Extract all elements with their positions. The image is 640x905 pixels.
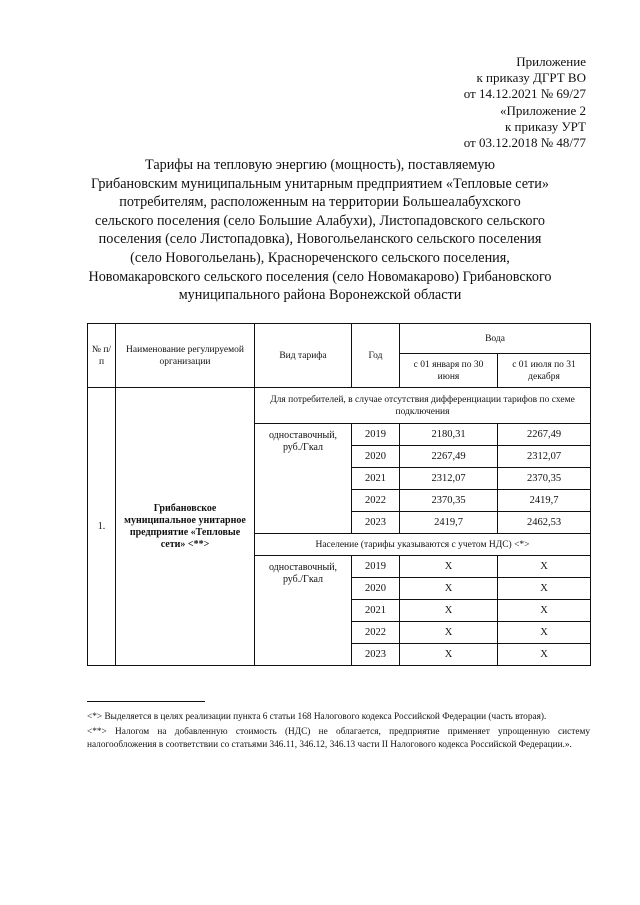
tariff-value-second-half: 2370,35 bbox=[498, 468, 591, 490]
tariff-value-second-half: Х bbox=[498, 578, 591, 600]
tariff-table bbox=[87, 323, 591, 666]
row-number: 1. bbox=[88, 388, 116, 666]
tariff-value-second-half: Х bbox=[498, 600, 591, 622]
year-cell: 2019 bbox=[352, 556, 400, 578]
year-cell: 2019 bbox=[352, 424, 400, 446]
tariff-value-second-half: Х bbox=[498, 644, 591, 666]
tariff-value-first-half: Х bbox=[400, 600, 498, 622]
tariff-value-second-half: 2312,07 bbox=[498, 446, 591, 468]
title-line: муниципального района Воронежской области bbox=[178, 287, 462, 304]
header-water: Вода bbox=[400, 324, 591, 354]
title-line: (село Новогольелань), Краснореченского сельского поселения, bbox=[130, 249, 510, 266]
title-line: сельского поселения (село Большие Алабухи), Листопадовского сельского bbox=[94, 212, 546, 229]
tariff-value-first-half: Х bbox=[400, 622, 498, 644]
header-period-first: с 01 января по 30 июня bbox=[400, 354, 498, 388]
section-title: Для потребителей, в случае отсутствия дифференциации тарифов по схеме подключения bbox=[255, 388, 591, 424]
appendix-order-date: от 14.12.2021 № 69/27 bbox=[463, 86, 586, 101]
appendix-label: «Приложение 2 bbox=[499, 103, 586, 118]
appendix-label: Приложение bbox=[516, 54, 586, 69]
document-title bbox=[70, 156, 570, 305]
appendix-reference-original bbox=[464, 103, 586, 151]
header-organization: Наименование регулируемой организации bbox=[116, 324, 255, 388]
header-number: № п/п bbox=[88, 324, 116, 388]
year-cell: 2022 bbox=[352, 622, 400, 644]
tariff-value-second-half: 2462,53 bbox=[498, 512, 591, 534]
organization-name: Грибановское муниципальное унитарное предприятие «Тепловые сети» <**> bbox=[116, 388, 255, 666]
tariff-value-second-half: 2267,49 bbox=[498, 424, 591, 446]
tariff-value-first-half: 2267,49 bbox=[400, 446, 498, 468]
year-cell: 2021 bbox=[352, 600, 400, 622]
tariff-value-second-half: Х bbox=[498, 556, 591, 578]
year-cell: 2020 bbox=[352, 578, 400, 600]
header-period-second: с 01 июля по 31 декабря bbox=[498, 354, 591, 388]
tariff-value-first-half: 2419,7 bbox=[400, 512, 498, 534]
tariff-value-first-half: 2180,31 bbox=[400, 424, 498, 446]
header-tariff-type: Вид тарифа bbox=[255, 324, 352, 388]
footnote-divider bbox=[87, 701, 205, 702]
tariff-value-first-half: Х bbox=[400, 556, 498, 578]
tariff-type-label: одноставочный, руб./Гкал bbox=[255, 556, 352, 666]
year-cell: 2021 bbox=[352, 468, 400, 490]
title-line: поселения (село Листопадовка), Новогольеланского сельского поселения bbox=[98, 231, 542, 248]
header-year: Год bbox=[352, 324, 400, 388]
year-cell: 2023 bbox=[352, 644, 400, 666]
tariff-value-second-half: 2419,7 bbox=[498, 490, 591, 512]
year-cell: 2020 bbox=[352, 446, 400, 468]
appendix-reference-current bbox=[464, 54, 586, 102]
title-line: Грибановским муниципальным унитарным предприятием «Тепловые сети» bbox=[91, 175, 549, 192]
title-line: Тарифы на тепловую энергию (мощность), поставляемую bbox=[145, 157, 495, 173]
tariff-value-second-half: Х bbox=[498, 622, 591, 644]
year-cell: 2022 bbox=[352, 490, 400, 512]
tariff-value-first-half: 2312,07 bbox=[400, 468, 498, 490]
title-line: потребителям, расположенным на территории Большеалабухского bbox=[119, 194, 521, 211]
title-line: Новомакаровского сельского поселения (село Новомакарово) Грибановского bbox=[88, 268, 552, 285]
year-cell: 2023 bbox=[352, 512, 400, 534]
tariff-value-first-half: 2370,35 bbox=[400, 490, 498, 512]
footnote-vat: <*> Выделяется в целях реализации пункта 6 статьи 168 Налогового кодекса Российской Федерации (часть вторая). bbox=[87, 712, 547, 722]
appendix-order-date: от 03.12.2018 № 48/77 bbox=[463, 135, 586, 150]
footnote-tax-exempt: <**> Налогом на добавленную стоимость (НДС) не облагается, предприятие применяет упрощенную систему налогообложения в соответствии со статьями 346.11, 346.12, 346.13 части II Налогового кодекса Российской Федерации.». bbox=[87, 727, 590, 750]
tariff-value-first-half: Х bbox=[400, 644, 498, 666]
footnotes bbox=[87, 711, 590, 754]
tariff-type-label: одноставочный, руб./Гкал bbox=[255, 424, 352, 534]
appendix-order-ref: к приказу УРТ bbox=[504, 119, 586, 134]
appendix-order-ref: к приказу ДГРТ ВО bbox=[476, 70, 586, 85]
tariff-value-first-half: Х bbox=[400, 578, 498, 600]
section-title: Население (тарифы указываются с учетом НДС) <*> bbox=[255, 534, 591, 556]
